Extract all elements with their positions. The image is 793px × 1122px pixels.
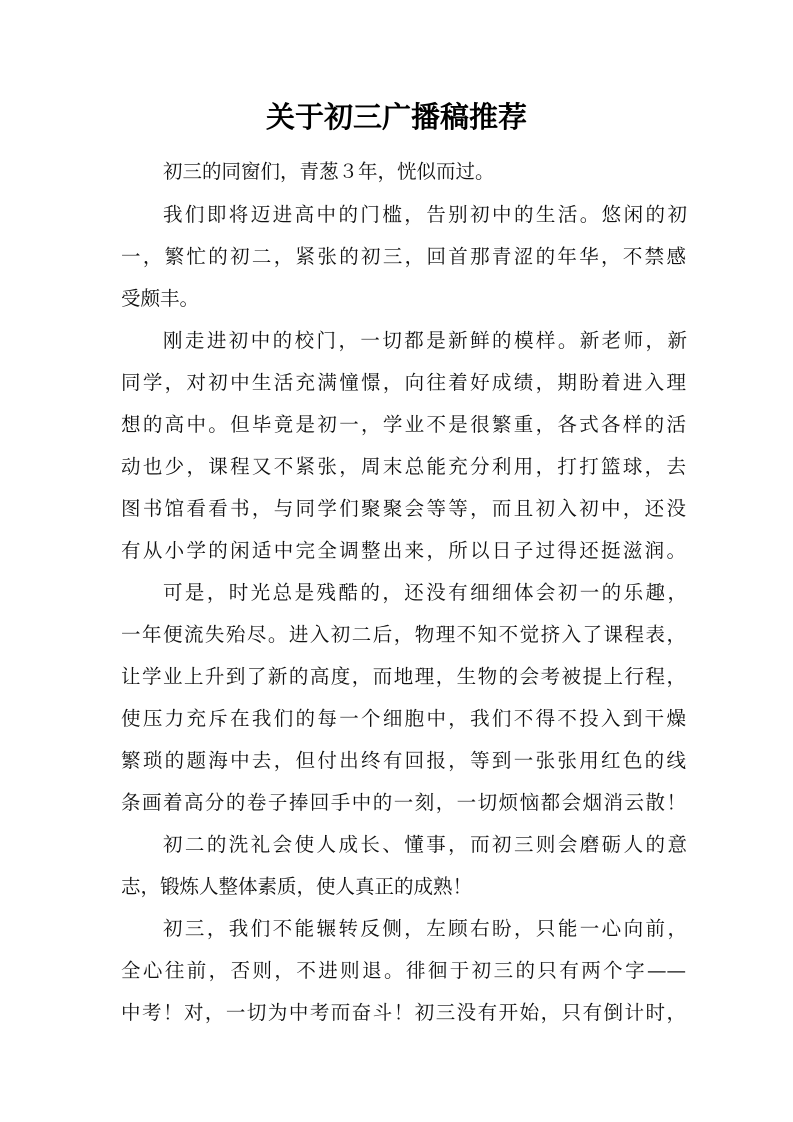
paragraph-line: 一年便流失殆尽。进入初二后，物理不知不觉挤入了课程表， — [121, 623, 686, 646]
paragraph-line: 初三的同窗们，青葱３年，恍似而过。 — [163, 160, 495, 183]
paragraph-line: 刚走进初中的校门，一切都是新鲜的模样。新老师，新 — [163, 329, 687, 352]
paragraph-line: 初二的洗礼会使人成长、懂事，而初三则会磨砺人的意 — [163, 833, 687, 856]
paragraph-line: 我们即将迈进高中的门槛，告别初中的生活。悠闲的初 — [163, 203, 687, 226]
paragraph-line: 一，繁忙的初二，紧张的初三，回首那青涩的年华，不禁感 — [121, 245, 686, 268]
paragraph-line: 图书馆看看书，与同学们聚聚会等等，而且初入初中，还没 — [121, 497, 686, 520]
document-title: 关于初三广播稿推荐 — [265, 100, 527, 134]
paragraph-line: 志，锻炼人整体素质，使人真正的成熟！ — [121, 875, 473, 898]
paragraph-line: 使压力充斥在我们的每一个细胞中，我们不得不投入到干燥 — [121, 707, 686, 730]
paragraph-line: 有从小学的闲适中完全调整出来，所以日子过得还挺滋润。 — [121, 539, 686, 562]
paragraph-line: 初三，我们不能辗转反侧，左顾右盼，只能一心向前， — [163, 917, 687, 940]
paragraph-line: 同学，对初中生活充满憧憬，向往着好成绩，期盼着进入理 — [121, 371, 686, 394]
paragraph-line: 全心往前，否则，不进则退。徘徊于初三的只有两个字—— — [121, 959, 686, 982]
paragraph-line: 中考！对，一切为中考而奋斗！初三没有开始，只有倒计时， — [121, 1001, 686, 1024]
paragraph-line: 想的高中。但毕竟是初一，学业不是很繁重，各式各样的活 — [121, 413, 686, 436]
paragraph-line: 可是，时光总是残酷的，还没有细细体会初一的乐趣， — [163, 581, 687, 604]
paragraph-line: 动也少，课程又不紧张，周末总能充分利用，打打篮球，去 — [121, 455, 686, 478]
paragraph-line: 受颇丰。 — [121, 287, 200, 310]
paragraph-line: 让学业上升到了新的高度，而地理，生物的会考被提上行程， — [121, 665, 686, 688]
paragraph-line: 条画着高分的卷子捧回手中的一刻，一切烦恼都会烟消云散！ — [121, 791, 686, 814]
paragraph-line: 繁琐的题海中去，但付出终有回报，等到一张张用红色的线 — [121, 749, 686, 772]
